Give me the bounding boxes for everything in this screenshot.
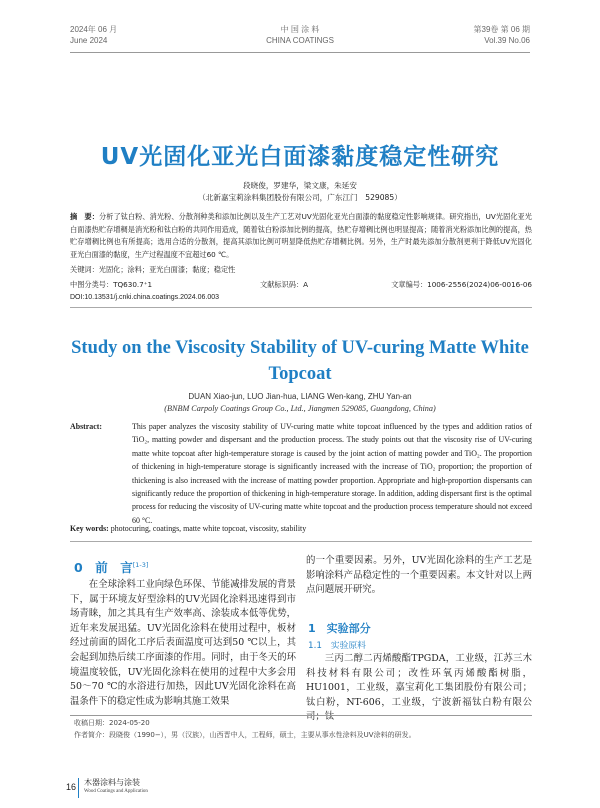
abstract-en	[70, 420, 532, 527]
header-journal-en: CHINA COATINGS	[266, 36, 334, 45]
paper-title-en-line2: Topcoat	[268, 364, 332, 384]
header-volume-cn: 第39卷 第 06 期	[473, 25, 530, 34]
subsection-1-1-heading: 1.1 实验原料	[308, 641, 366, 651]
section-1-heading: 1 实验部分	[308, 622, 371, 635]
authors-en: DUAN Xiao-jun, LUO Jian-hua, LIANG Wen-kang, ZHU Yan-an	[188, 392, 412, 401]
header-volume-en: Vol.39 No.06	[484, 36, 530, 45]
abstract-en-label: Abstract:	[70, 422, 102, 431]
keywords-en-label: Key words:	[70, 524, 109, 533]
author-bio: 作者简介：段晓俊（1990−），男（汉族），山西晋中人，工程师，硕士，主要从事水性涂料及UV涂料的研发。	[74, 731, 416, 739]
paper-title-en	[70, 335, 530, 387]
abstract-cn-text: 分析了钛白粉、消光粉、分散剂种类和添加比例以及生产工艺对UV光固化亚光白面漆的黏度稳定性影响规律。研究指出，UV光固化亚光白面漆热贮存增稠是消光粉和钛白粉的共同作用造成，随着钛白粉添加比例的提高，热贮存增稠比例也明显提高；随着消光粉添加比例的提高，热贮存增稠比例也有所提高；选用合适的分散剂，提高其添加比例可明显降低热贮存增稠比例。另外，生产时最先添加分散剂更利于降低UV光固化亚光白面漆的黏度，生产过程温度不宜超过60 ℃。	[70, 212, 532, 259]
header-volume	[474, 24, 530, 46]
intro-paragraph-continued: 的一个重要因素。另外，UV光固化涂料的生产工艺是影响涂料产品稳定性的一个重要因素。本文针对以上两点问题展开研究。	[306, 555, 532, 596]
header-divider	[70, 52, 530, 53]
section-0-heading	[74, 558, 148, 576]
abstract-cn	[70, 211, 532, 261]
abstract-cn-label: 摘 要：	[70, 212, 99, 221]
keywords-en	[70, 523, 532, 535]
intro-paragraph: 在全球涂料工业向绿色环保、节能减排发展的背景下，属于环境友好型涂料的UV光固化涂料迅速得到市场青睐，加之其具有生产效率高、涂装成本低等优势，近年来发展迅猛。UV光固化涂料在使用过程中，板材经过前面的固化工序后表面温度可达到50 ℃以上，其会起到加热后续工序面漆的作用。同时，由于冬天的环境温度较低，UV光固化涂料在使用的过程中大多会用50～70 ℃的水浴进行加热，因此UV光固化涂料在高温条件下的稳定性成为影响其施工效果	[70, 579, 296, 707]
footer-accent-bar	[78, 778, 79, 798]
received-date: 收稿日期：2024-05-20	[74, 719, 150, 727]
section-0-citation: [1-3]	[132, 560, 149, 569]
header-journal	[70, 24, 530, 46]
document-code: 文献标识码：A	[260, 280, 309, 289]
affiliation-en: (BNBM Carpoly Coatings Group Co., Ltd., Jiangmen 529085, Guangdong, China)	[164, 404, 436, 413]
keywords-en-text: photocuring, coatings, matte white topcoat, viscosity, stability	[110, 524, 307, 533]
running-header	[70, 24, 530, 50]
footer-journal-en: Wood Coatings and Application	[84, 789, 148, 794]
affiliation-cn: （北新嘉宝莉涂料集团股份有限公司，广东江门 529085）	[198, 193, 402, 202]
header-date-en: June 2024	[70, 36, 108, 45]
section-0-heading-text: 0 前 言	[74, 560, 133, 575]
footer-journal-cn: 木器涂料与涂装	[84, 778, 140, 787]
clc-number: 中图分类号：TQ630.7⁺1	[70, 280, 153, 289]
classification-row	[70, 279, 532, 291]
abstract-en-text: This paper analyzes the viscosity stability of UV-curing matte white topcoat influenced by the types and addition ratios of TiO₂, matting powder and dispersant and the production process. The study points out that the viscosity rise of UV-curing matte white topcoat after high-temperature storage is caused by the joint action of matting powder and TiO₂. The proportion of thickening in high-temperature storage is significantly increased with the increase of TiO₂ proportion; the proportion of thickening is also increased with the increase of matting powder proportion. Appropriate and high-proportion dispersants can significantly reduce the proportion of thickening in high-temperature storage. In addition, adding dispersant first is the optimal process for reducing the viscosity of UV-curing matte white topcoat and the production process temperature should not exceed 60 °C.	[132, 422, 532, 525]
paper-title-cn: UV光固化亚光白面漆黏度稳定性研究	[100, 144, 500, 170]
footnote-divider	[70, 715, 532, 716]
abstract-divider	[70, 541, 532, 542]
header-date-cn: 2024年 06 月	[70, 25, 118, 34]
materials-paragraph: 三丙二醇二丙烯酸酯TPGDA，工业级，江苏三木科技材料有限公司；改性环氧丙烯酸酯树脂，HU1001，工业级，嘉宝莉化工集团股份有限公司；钛白粉，NT-606，工业级，宁波新福钛白粉有限公司；钛	[306, 653, 532, 723]
article-number: 文章编号：1006-2556(2024)06-0016-06	[391, 280, 532, 289]
header-journal-cn: 中 国 涂 料	[280, 25, 320, 34]
page-number: 16	[66, 782, 77, 792]
section-divider	[70, 307, 532, 308]
authors-cn: 段晓俊，罗建华，梁文康，朱延安	[243, 181, 357, 190]
paper-title-en-line1: Study on the Viscosity Stability of UV-curing Matte White	[71, 338, 529, 358]
doi: DOI:10.13531/j.cnki.china.coatings.2024.06.003	[70, 294, 220, 301]
keywords-cn: 关键词：光固化；涂料；亚光白面漆；黏度；稳定性	[70, 265, 236, 274]
